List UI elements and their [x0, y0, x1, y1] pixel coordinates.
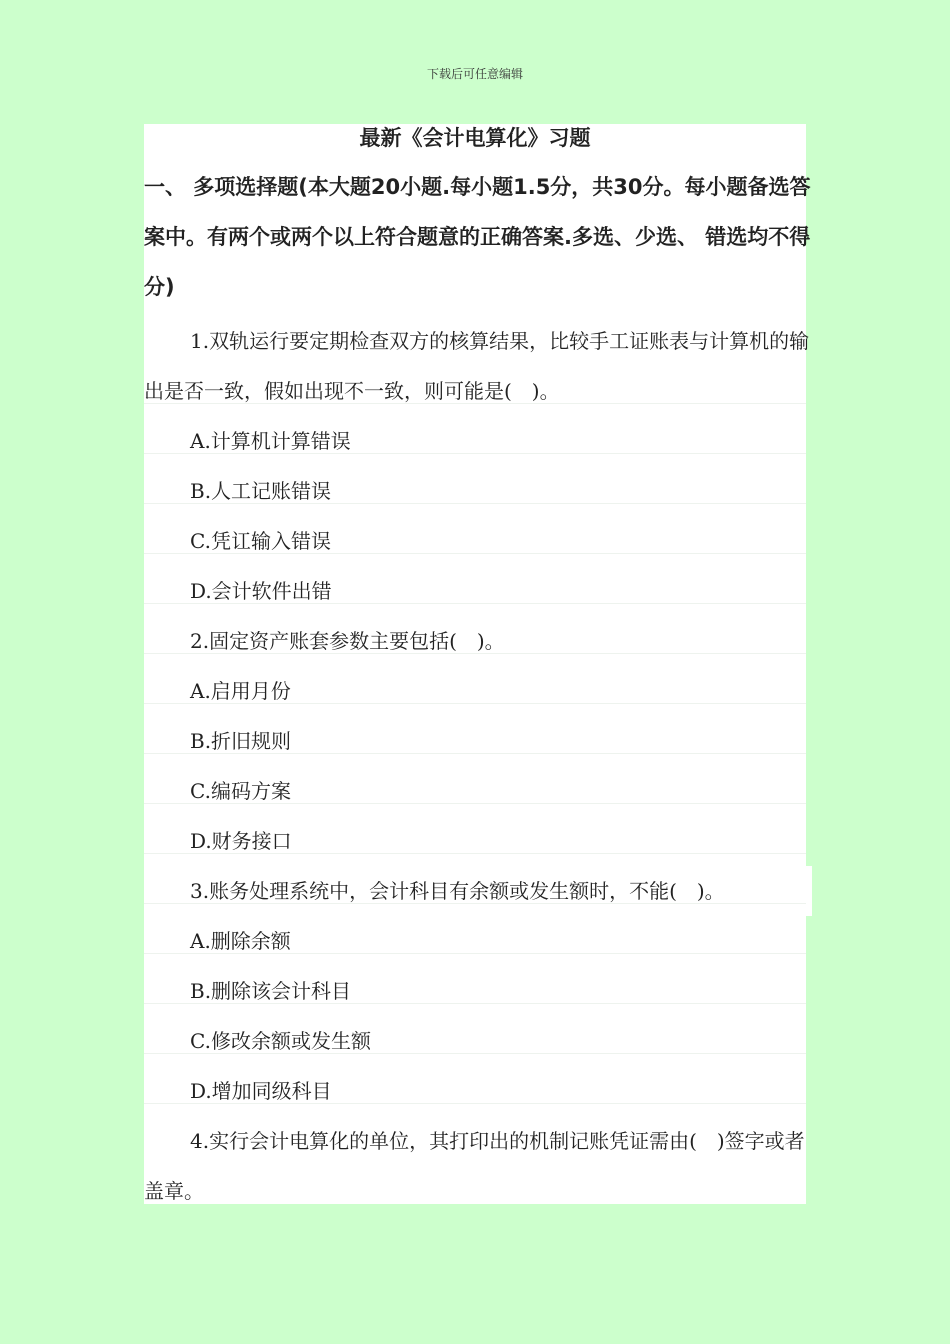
line-divider	[144, 903, 806, 904]
option-item: D.财务接口	[190, 829, 292, 853]
question-stem: 4.实行会计电算化的单位，其打印出的机制记账凭证需由( )签字或者盖章。	[144, 1129, 805, 1203]
question-stem: 2.固定资产账套参数主要包括( )。	[190, 629, 505, 653]
question-stem: 1.双轨运行要定期检查双方的核算结果，比较手工证账表与计算机的输出是否一致，假如出现不一致，则可能是( )。	[144, 329, 810, 403]
option-item: A.删除余额	[190, 929, 291, 953]
line-divider	[144, 1003, 806, 1004]
question-stem: 3.账务处理系统中，会计科目有余额或发生额时，不能( )。	[144, 866, 812, 916]
line-divider	[144, 853, 806, 854]
line-divider	[144, 1103, 806, 1104]
option-item: C.凭讧输入错误	[190, 529, 331, 553]
line-divider	[144, 553, 806, 554]
line-divider	[144, 453, 806, 454]
option-item: B.删除该会计科目	[190, 979, 352, 1003]
line-divider	[144, 1053, 806, 1054]
section-heading: 一、 多项选择题(本大题20小题.每小题1.5分，共30分。每小题备选答案中。有两个或两个以上符合题意的正确答案.多选、少选、 错选均不得分)	[144, 175, 811, 299]
line-divider	[144, 753, 806, 754]
document-title: 最新《会计电算化》习题	[359, 126, 591, 150]
option-item: C.修改余额或发生额	[190, 1029, 371, 1053]
line-divider	[144, 703, 806, 704]
header-note: 下载后可任意编辑	[426, 67, 523, 81]
option-item: D.增加同级科目	[190, 1079, 332, 1103]
line-divider	[144, 403, 806, 404]
option-item: D.会计软件出错	[190, 579, 332, 603]
line-divider	[144, 953, 806, 954]
line-divider	[144, 803, 806, 804]
option-item: C.编码方案	[190, 779, 291, 803]
option-item: B.人工记账错误	[190, 479, 332, 503]
line-divider	[144, 653, 806, 654]
option-item: A.计算机计算错误	[190, 429, 351, 453]
line-divider	[144, 503, 806, 504]
option-item: A.启用月份	[190, 679, 291, 703]
option-item: B.折旧规则	[190, 729, 292, 753]
line-divider	[144, 603, 806, 604]
